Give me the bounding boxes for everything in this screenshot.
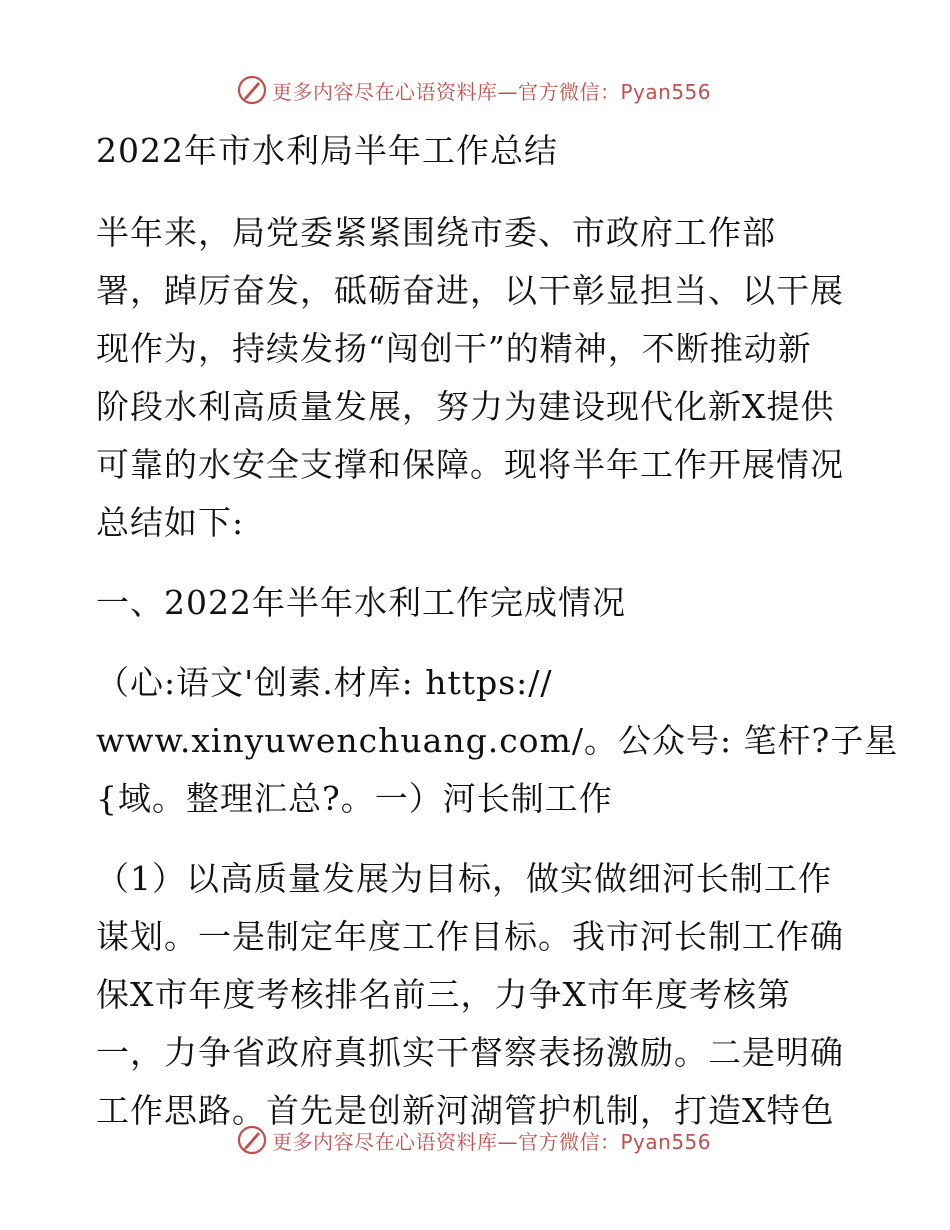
watermark-official: 官方微信： — [518, 79, 621, 104]
text-line: （心:语文'创素.材库: https:// — [96, 663, 553, 702]
text-line: 阶段水利高质量发展，努力为建设现代化新X提供 — [96, 387, 835, 426]
paragraph-intro — [96, 204, 856, 552]
text-line: （1）以高质量发展为目标，做实做细河长制工作 — [96, 859, 832, 898]
document-title: 2022年市水利局半年工作总结 — [96, 131, 558, 170]
document-body — [96, 122, 899, 1140]
text-line: 现作为，持续发扬“闯创干”的精神，不断推动新 — [96, 329, 812, 368]
watermark-site: 更多内容尽在心语资料库 — [272, 1129, 498, 1154]
text-line: www.xinyuwenchuang.com/。公众号: 笔杆?子星 — [96, 721, 899, 760]
watermark-text — [272, 76, 711, 105]
section-heading: 一、2022年半年水利工作完成情况 — [96, 583, 626, 622]
watermark-dash: — — [497, 1129, 518, 1154]
paragraph-source-note — [96, 654, 899, 828]
watermark-site: 更多内容尽在心语资料库 — [272, 79, 498, 104]
quill-logo-icon — [236, 1124, 268, 1156]
text-line: {域。整理汇总?。一）河长制工作 — [96, 779, 613, 818]
watermark-dash: — — [497, 79, 518, 104]
text-line: 谋划。一是制定年度工作目标。我市河长制工作确 — [96, 917, 844, 956]
paragraph-river-chief — [96, 850, 856, 1140]
footer-watermark — [236, 1122, 711, 1158]
text-line: 总结如下: — [96, 503, 245, 542]
quill-logo-icon — [236, 74, 268, 106]
text-line: 可靠的水安全支撑和保障。现将半年工作开展情况 — [96, 445, 844, 484]
text-line: 工作思路。首先是创新河湖管护机制，打造X特色 — [96, 1091, 835, 1130]
text-line: 一，力争省政府真抓实干督察表扬激励。二是明确 — [96, 1033, 844, 1072]
text-line: 保X市年度考核排名前三，力争X市年度考核第 — [96, 975, 791, 1014]
header-watermark — [236, 72, 711, 108]
watermark-text — [272, 1126, 711, 1155]
text-line: 半年来，局党委紧紧围绕市委、市政府工作部 — [96, 213, 776, 252]
watermark-wechat-id: Pyan556 — [620, 79, 712, 104]
watermark-official: 官方微信： — [518, 1129, 621, 1154]
watermark-wechat-id: Pyan556 — [620, 1129, 712, 1154]
text-line: 署，踔厉奋发，砥砺奋进，以干彰显担当、以干展 — [96, 271, 844, 310]
